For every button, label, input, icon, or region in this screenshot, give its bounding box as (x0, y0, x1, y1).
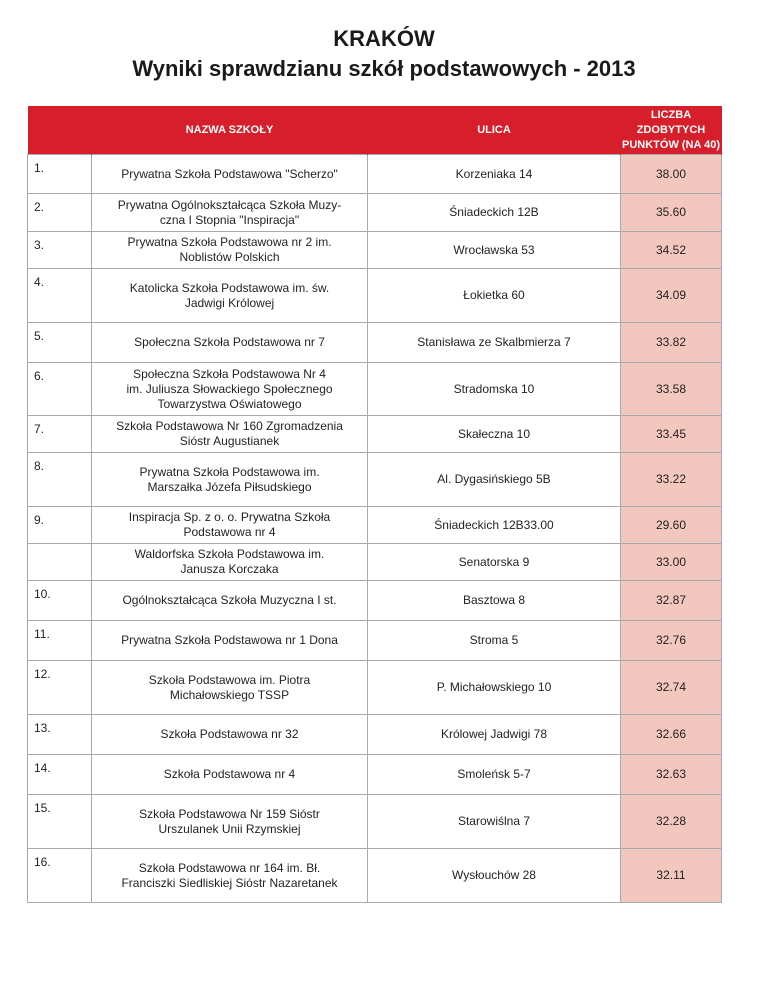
cell-street: P. Michałowskiego 10 (368, 661, 621, 715)
cell-school-name: Ogólnokształcąca Szkoła Muzyczna I st. (92, 581, 368, 621)
table-row (28, 849, 722, 903)
table-row (28, 453, 722, 507)
column-header-number (28, 106, 92, 155)
column-header-name: NAZWA SZKOŁY (92, 106, 368, 155)
cell-rank: 3. (28, 232, 92, 269)
cell-rank: 6. (28, 363, 92, 416)
cell-school-name: Szkoła Podstawowa Nr 159 Sióstr Urszulanek Unii Rzymskiej (92, 795, 368, 849)
table-row (28, 416, 722, 453)
cell-points: 32.11 (621, 849, 722, 903)
cell-points: 33.00 (621, 544, 722, 581)
column-header-points-line1: LICZBA ZDOBYTYCH (636, 108, 706, 136)
table-row (28, 323, 722, 363)
table-row (28, 363, 722, 416)
column-header-points-line2: PUNKTÓW (NA 40) (622, 138, 720, 151)
cell-school-name: Społeczna Szkoła Podstawowa Nr 4 im. Juliusza Słowackiego Społecznego Towarzystwa Oświatowego (92, 363, 368, 416)
cell-rank: 12. (28, 661, 92, 715)
cell-street: Al. Dygasińskiego 5B (368, 453, 621, 507)
cell-points: 32.63 (621, 755, 722, 795)
cell-points: 33.45 (621, 416, 722, 453)
cell-street: Starowiślna 7 (368, 795, 621, 849)
cell-rank: 14. (28, 755, 92, 795)
cell-points: 33.22 (621, 453, 722, 507)
cell-school-name: Inspiracja Sp. z o. o. Prywatna Szkoła Podstawowa nr 4 (92, 507, 368, 544)
cell-points: 34.52 (621, 232, 722, 269)
cell-rank: 13. (28, 715, 92, 755)
results-table (27, 106, 722, 903)
table-row (28, 755, 722, 795)
cell-school-name: Prywatna Szkoła Podstawowa nr 2 im. Noblistów Polskich (92, 232, 368, 269)
cell-school-name: Prywatna Szkoła Podstawowa im. Marszałka Józefa Piłsudskiego (92, 453, 368, 507)
cell-school-name: Szkoła Podstawowa Nr 160 Zgromadzenia Sióstr Augustianek (92, 416, 368, 453)
column-header-street: ULICA (368, 106, 621, 155)
cell-street: Stradomska 10 (368, 363, 621, 416)
cell-rank (28, 544, 92, 581)
cell-rank: 5. (28, 323, 92, 363)
cell-school-name: Szkoła Podstawowa nr 164 im. Bł. Franciszki Siedliskiej Sióstr Nazaretanek (92, 849, 368, 903)
cell-rank: 11. (28, 621, 92, 661)
cell-rank: 8. (28, 453, 92, 507)
table-row (28, 507, 722, 544)
cell-school-name: Katolicka Szkoła Podstawowa im. św. Jadwigi Królowej (92, 269, 368, 323)
cell-points: 32.66 (621, 715, 722, 755)
column-header-points (621, 106, 722, 155)
cell-points: 32.28 (621, 795, 722, 849)
cell-rank: 1. (28, 155, 92, 194)
cell-points: 29.60 (621, 507, 722, 544)
cell-points: 34.09 (621, 269, 722, 323)
table-row (28, 715, 722, 755)
cell-points: 32.87 (621, 581, 722, 621)
cell-school-name: Społeczna Szkoła Podstawowa nr 7 (92, 323, 368, 363)
page-subtitle: Wyniki sprawdzianu szkół podstawowych - 2013 (132, 56, 636, 81)
cell-rank: 7. (28, 416, 92, 453)
table-row (28, 269, 722, 323)
cell-street: Królowej Jadwigi 78 (368, 715, 621, 755)
cell-rank: 16. (28, 849, 92, 903)
cell-school-name: Prywatna Szkoła Podstawowa "Scherzo" (92, 155, 368, 194)
cell-street: Wrocławska 53 (368, 232, 621, 269)
table-row (28, 581, 722, 621)
cell-rank: 2. (28, 194, 92, 232)
cell-street: Basztowa 8 (368, 581, 621, 621)
cell-rank: 9. (28, 507, 92, 544)
table-row (28, 155, 722, 194)
cell-street: Smoleńsk 5-7 (368, 755, 621, 795)
table-row (28, 544, 722, 581)
cell-school-name: Prywatna Szkoła Podstawowa nr 1 Dona (92, 621, 368, 661)
cell-street: Śniadeckich 12B (368, 194, 621, 232)
cell-street: Korzeniaka 14 (368, 155, 621, 194)
cell-school-name: Szkoła Podstawowa im. Piotra Michałowskiego TSSP (92, 661, 368, 715)
cell-points: 33.58 (621, 363, 722, 416)
cell-school-name: Prywatna Ogólnokształcąca Szkoła Muzy- czna I Stopnia "Inspiracja" (92, 194, 368, 232)
cell-points: 35.60 (621, 194, 722, 232)
cell-points: 32.74 (621, 661, 722, 715)
cell-street: Śniadeckich 12B33.00 (368, 507, 621, 544)
cell-school-name: Szkoła Podstawowa nr 4 (92, 755, 368, 795)
table-row (28, 661, 722, 715)
cell-street: Stanisława ze Skalbmierza 7 (368, 323, 621, 363)
table-row (28, 621, 722, 661)
table-header-row (28, 106, 722, 155)
cell-points: 33.82 (621, 323, 722, 363)
cell-rank: 15. (28, 795, 92, 849)
cell-rank: 10. (28, 581, 92, 621)
cell-points: 38.00 (621, 155, 722, 194)
table-body (28, 155, 722, 903)
cell-street: Wysłouchów 28 (368, 849, 621, 903)
cell-street: Stroma 5 (368, 621, 621, 661)
table-row (28, 194, 722, 232)
table-row (28, 232, 722, 269)
cell-school-name: Waldorfska Szkoła Podstawowa im. Janusza Korczaka (92, 544, 368, 581)
table-row (28, 795, 722, 849)
cell-points: 32.76 (621, 621, 722, 661)
cell-street: Skałeczna 10 (368, 416, 621, 453)
cell-street: Łokietka 60 (368, 269, 621, 323)
cell-street: Senatorska 9 (368, 544, 621, 581)
cell-rank: 4. (28, 269, 92, 323)
cell-school-name: Szkoła Podstawowa nr 32 (92, 715, 368, 755)
page-title: KRAKÓW (333, 26, 435, 51)
